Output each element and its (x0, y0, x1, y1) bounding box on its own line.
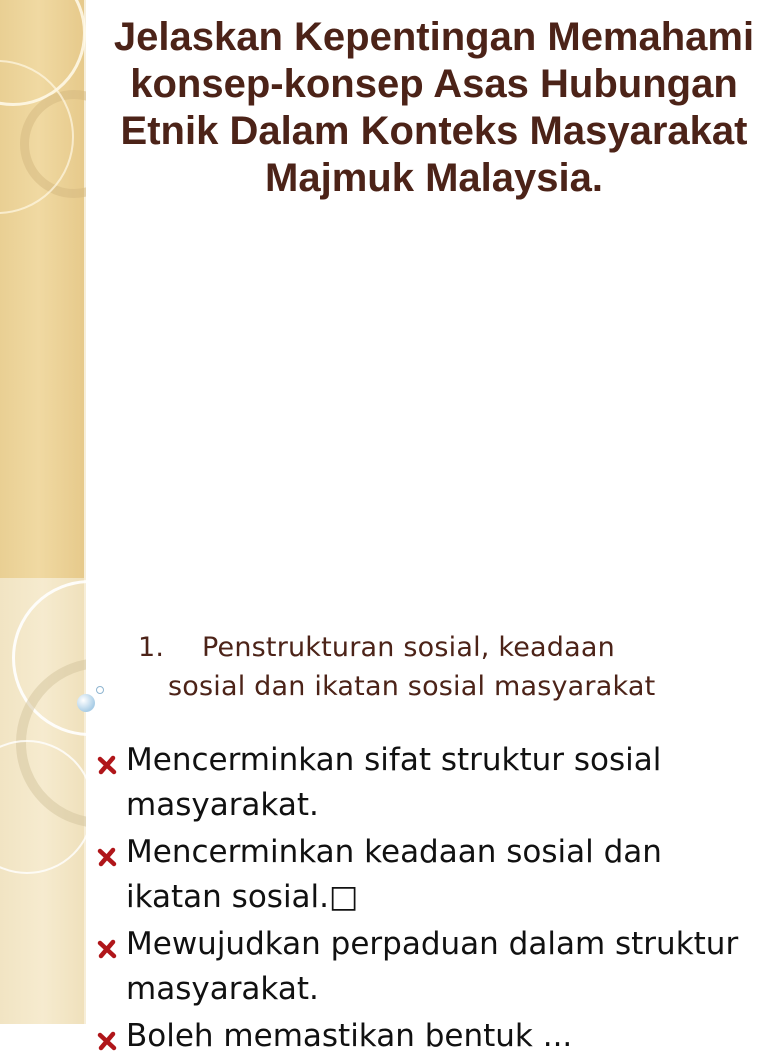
bullet-text: Mencerminkan sifat struktur sosial masyarakat. (126, 742, 662, 823)
list-item (92, 738, 752, 828)
section-heading-line2: sosial dan ikatan sosial masyarakat (168, 671, 656, 702)
list-item (92, 830, 752, 920)
list-item (92, 1014, 752, 1059)
slide-title: Jelaskan Kepentingan Memahami konsep-konsep Asas Hubungan Etnik Dalam Konteks Masyarakat Majmuk Malaysia. (113, 15, 755, 200)
section-heading (138, 628, 758, 706)
red-x-mark-icon (96, 1030, 118, 1052)
section-number: 1. (138, 632, 165, 663)
red-x-mark-icon (96, 938, 118, 960)
section-heading-line1: Penstrukturan sosial, keadaan (202, 632, 615, 663)
dot-decoration (96, 686, 104, 694)
red-x-mark-icon (96, 846, 118, 868)
list-item (92, 922, 752, 1012)
ring-decoration (0, 740, 86, 874)
bullet-text: Boleh memastikan bentuk ... (126, 1018, 573, 1054)
bullet-text: Mewujudkan perpaduan dalam struktur masyarakat. (126, 926, 739, 1007)
red-x-mark-icon (96, 754, 118, 776)
dot-decoration (77, 694, 95, 712)
bullet-text: Mencerminkan keadaan sosial dan ikatan sosial.□ (126, 834, 662, 915)
decorative-sidebar (0, 0, 86, 1024)
bullet-list (92, 738, 752, 1061)
